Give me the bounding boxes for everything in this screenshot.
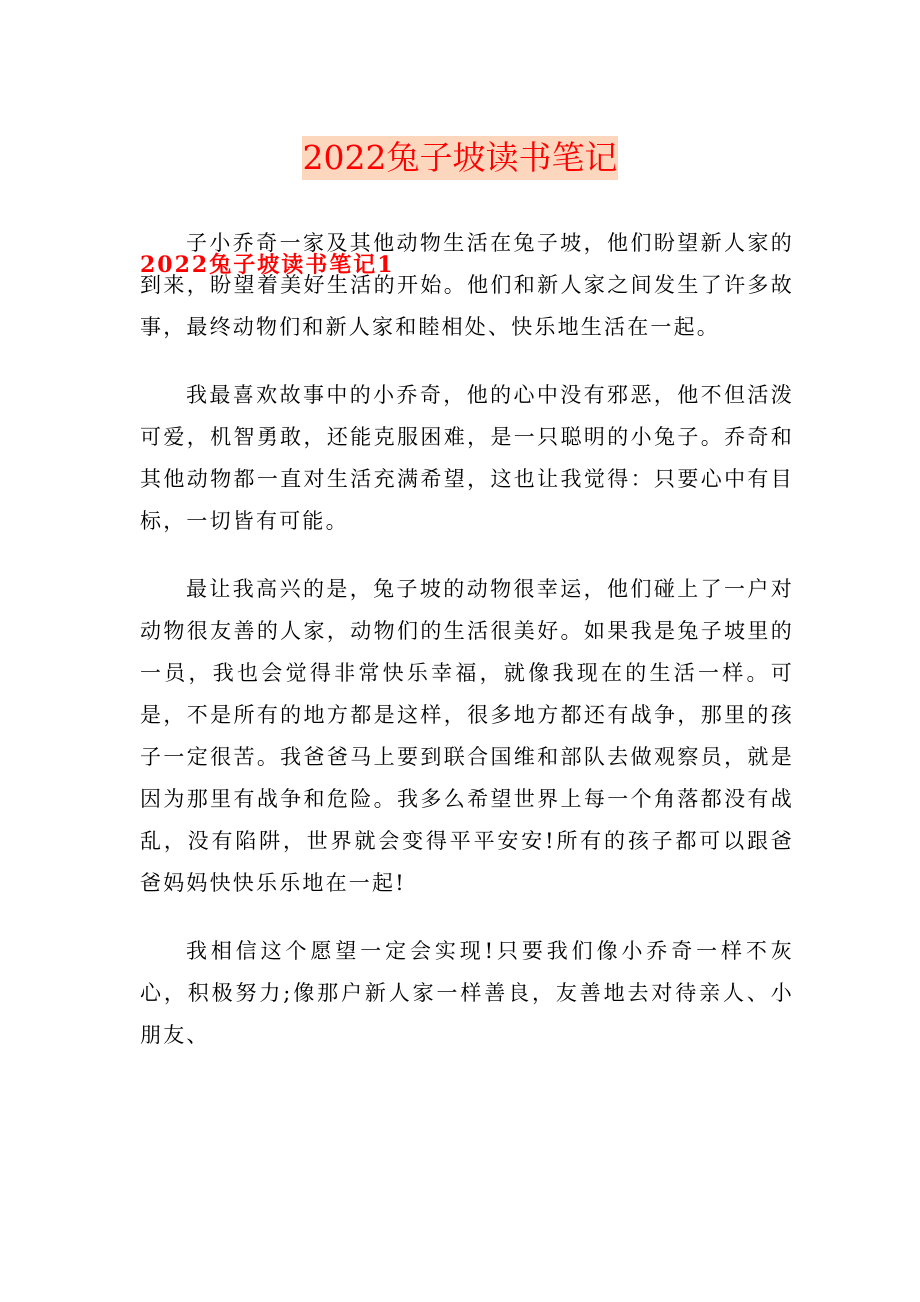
title-container xyxy=(0,136,920,180)
section-heading: 2022兔子坡读书笔记1 xyxy=(140,252,395,278)
paragraph-3: 最让我高兴的是，兔子坡的动物很幸运，他们碰上了一户对动物很友善的人家，动物们的生活很美好。如果我是兔子坡里的一员，我也会觉得非常快乐幸福，就像我现在的生活一样。可是，不是所有的地方都是这样，很多地方都还有战争，那里的孩子一定很苦。我爸爸马上要到联合国维和部队去做观察员，就是因为那里有战争和危险。我多么希望世界上每一个角落都没有战乱，没有陷阱，世界就会变得平平安安!所有的孩子都可以跟爸爸妈妈快快乐乐地在一起! xyxy=(140,577,794,895)
paragraphs xyxy=(140,222,794,1082)
paragraph-1: 子小乔奇一家及其他动物生活在兔子坡，他们盼望新人家的到来，盼望着美好生活的开始。他们和新人家之间发生了许多故事，最终动物们和新人家和睦相处、快乐地生活在一起。 xyxy=(140,231,794,339)
paragraph-2: 我最喜欢故事中的小乔奇，他的心中没有邪恶，他不但活泼可爱，机智勇敢，还能克服困难，是一只聪明的小兔子。乔奇和其他动物都一直对生活充满希望，这也让我觉得：只要心中有目标，一切皆有可能。 xyxy=(140,383,794,533)
paragraph-4: 我相信这个愿望一定会实现!只要我们像小乔奇一样不灰心，积极努力;像那户新人家一样善良，友善地去对待亲人、小朋友、 xyxy=(140,939,794,1047)
document-title: 2022兔子坡读书笔记 xyxy=(302,136,619,180)
